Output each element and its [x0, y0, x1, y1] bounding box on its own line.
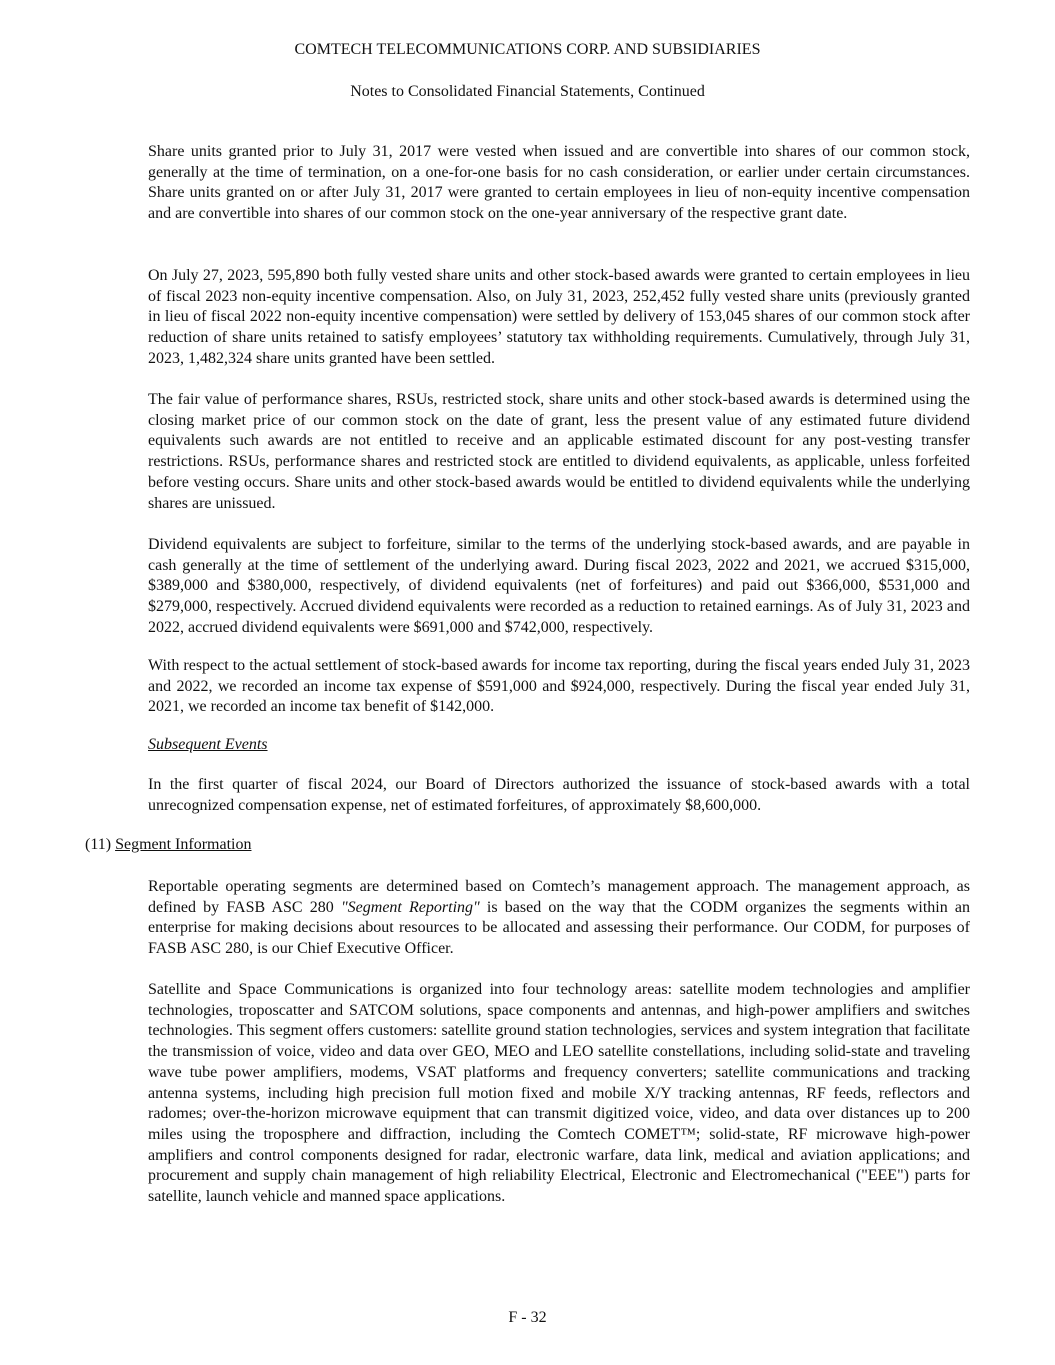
paragraph-share-units [148, 142, 970, 225]
paragraph-fair-value [148, 390, 970, 514]
paragraph-satellite-space [148, 980, 970, 1208]
paragraph-text: On July 27, 2023, 595,890 both fully vested share units and other stock-based awards were granted to certain employees in lieu of fiscal 2023 non-equity incentive compensation. Also, on July 31, 2023, 252,452 fully vested share units (previously granted in lieu of fiscal 2022 non-equity incentive compensation) were settled by delivery of 153,045 shares of our common stock after reduction of share units retained to satisfy employees’ statutory tax withholding requirements. Cumulatively, through July 31, 2023, 1,482,324 share units granted have been settled. [148, 267, 970, 367]
paragraph-text: Share units granted prior to July 31, 2017 were vested when issued and are convertible into shares of our common stock, generally at the time of termination, on a one-for-one basis for no cash consideration, or earlier under certain circumstances. Share units granted on or after July 31, 2017 were granted to certain employees in lieu of non-equity incentive compensation and are convertible into shares of our common stock on the one-year anniversary of the respective grant date. [148, 143, 970, 223]
paragraph-text-part: is based on the way that the CODM organizes the segments within an enterprise for making decisions about resources to be allocated and assessing their performance. Our CODM, for purposes of FASB ASC 280, is our Chief Executive Officer. [148, 898, 970, 958]
notes-subtitle: Notes to Consolidated Financial Statements, Continued [350, 83, 705, 100]
paragraph-text [148, 877, 970, 960]
paragraph-share-units-grants [148, 266, 970, 370]
paragraph-text-part: Reportable operating segments are determined based on Comtech’s management approach. The management approach, as defined by FASB ASC 280 [148, 878, 970, 916]
paragraph-text: Dividend equivalents are subject to forfeiture, similar to the terms of the underlying stock-based awards, and are payable in cash generally at the time of settlement of the underlying award. During fiscal 2023, 2022 and 2021, we accrued $315,000, $389,000 and $380,000, respectively, of dividend equivalents (net of forfeitures) and paid out $366,000, $531,000 and $279,000, respectively. Accrued dividend equivalents were recorded as a reduction to retained earnings. As of July 31, 2023 and 2022, accrued dividend equivalents were $691,000 and $742,000, respectively. [148, 536, 970, 636]
asc-280-title: "Segment Reporting" [340, 898, 480, 916]
subsequent-events-heading [148, 735, 970, 756]
subheading-text: Subsequent Events [148, 736, 268, 753]
paragraph-dividend-equivalents [148, 535, 970, 639]
section-heading-segment-information [85, 835, 251, 855]
paragraph-reportable-segments [148, 877, 970, 960]
paragraph-text: Satellite and Space Communications is organized into four technology areas: satellite modem technologies and amplifier technologies, troposcatter and SATCOM solutions, space components and antennas, and high-power amplifiers and switches technologies. This segment offers customers: satellite ground station technologies, services and system integration that facilitate the transmission of voice, video and data over GEO, MEO and LEO satellite constellations, including solid-state and traveling wave tube power amplifiers, modems, VSAT platforms and frequency converters; satellite communications and tracking antenna systems, including high precision full motion fixed and mobile X/Y tracking antennas, RF feeds, reflectors and radomes; over-the-horizon microwave equipment that can transmit digitized voice, video, and data over distances up to 200 miles using the troposphere and diffraction, including the Comtech COMET™; solid-state, RF microwave high-power amplifiers and control components designed for radar, electronic warfare, data link, medical and aviation applications; and procurement and supply chain management of high reliability Electrical, Electronic and Electromechanical ("EEE") parts for satellite, launch vehicle and manned space applications. [148, 981, 970, 1206]
section-title: Segment Information [115, 836, 252, 853]
section-number: (11) [85, 836, 112, 853]
paragraph-text: With respect to the actual settlement of stock-based awards for income tax reporting, during the fiscal years ended July 31, 2023 and 2022, we recorded an income tax expense of $591,000 and $924,000, respectively. During the fiscal year ended July 31, 2021, we recorded an income tax benefit of $142,000. [148, 657, 970, 716]
paragraph-text: The fair value of performance shares, RSUs, restricted stock, share units and other stock-based awards is determined using the closing market price of our common stock on the date of grant, less the present value of any estimated future dividend equivalents such awards are not entitled to receive and an applicable estimated discount for any post-vesting transfer restrictions. RSUs, performance shares and restricted stock are entitled to dividend equivalents, as applicable, unless forfeited before vesting occurs. Share units and other stock-based awards would be entitled to dividend equivalents while the underlying shares are unissued. [148, 391, 970, 512]
page-number: F - 32 [508, 1309, 547, 1326]
paragraph-subsequent-events [148, 775, 970, 816]
paragraph-text: In the first quarter of fiscal 2024, our Board of Directors authorized the issuance of stock-based awards with a total unrecognized compensation expense, net of estimated forfeitures, of approximately $8,600,000. [148, 776, 970, 814]
paragraph-income-tax [148, 656, 970, 718]
company-header: COMTECH TELECOMMUNICATIONS CORP. AND SUBSIDIARIES [294, 41, 761, 58]
